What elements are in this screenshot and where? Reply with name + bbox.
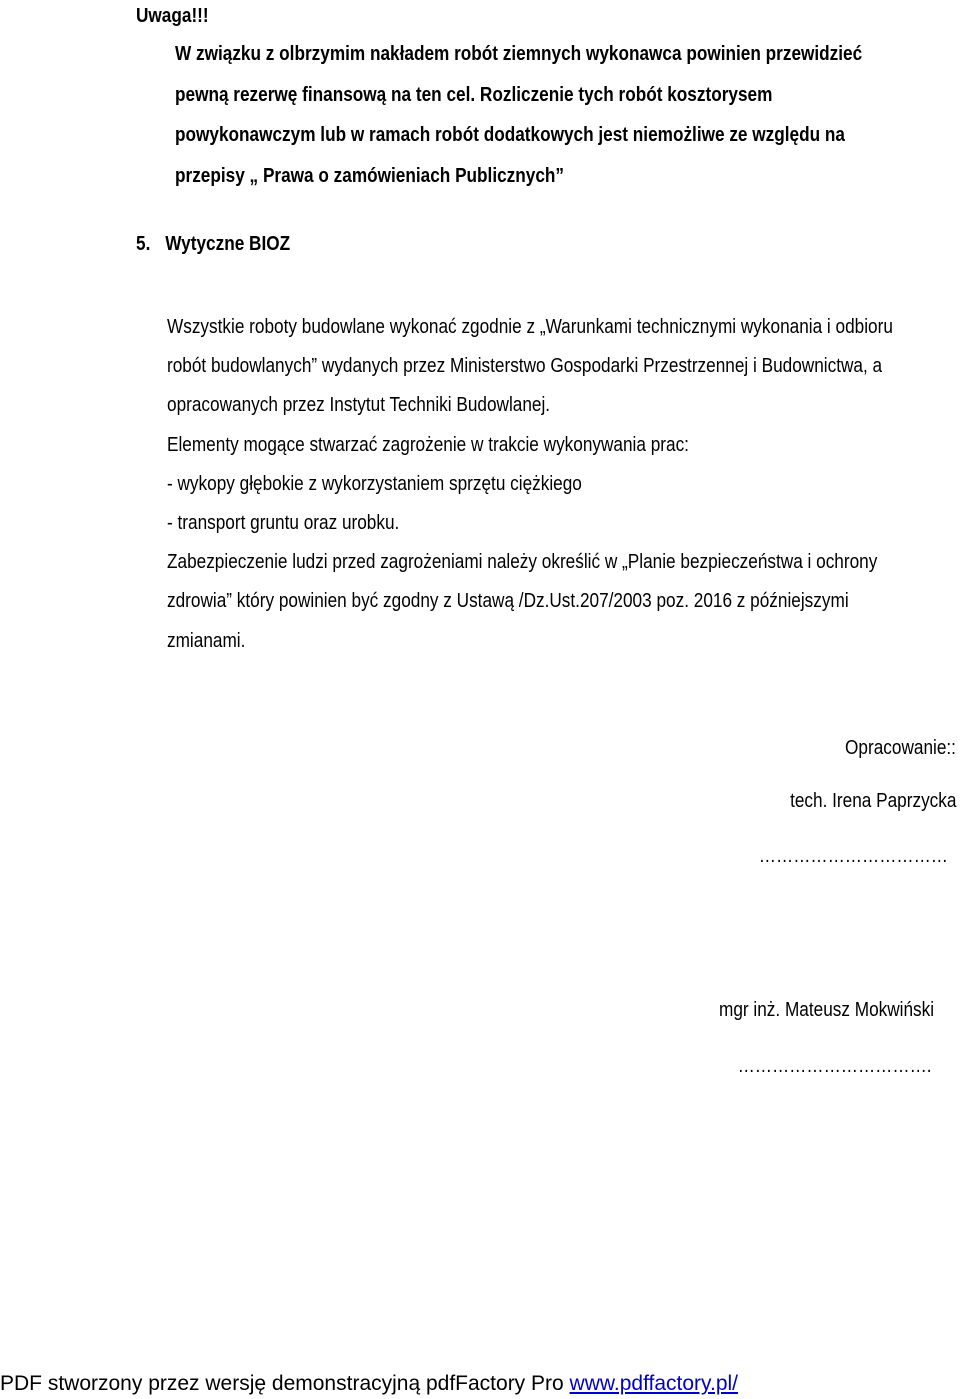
body-line: opracowanych przez Instytut Techniki Budowlanej. [167, 394, 551, 417]
body-line: zdrowia” który powinien być zgodny z Ustawą /Dz.Ust.207/2003 poz. 2016 z późniejszymi [167, 590, 849, 613]
body-line: - transport gruntu oraz urobku. [167, 512, 400, 535]
signature-line-1: …………………………… [758, 845, 948, 867]
section-number: 5. [136, 233, 151, 255]
signature-line-2: ……………………………. [738, 1055, 932, 1077]
section-heading [136, 233, 290, 256]
body-line: robót budowlanych” wydanych przez Ministerstwo Gospodarki Przestrzennej i Budownictwa, a [167, 355, 883, 378]
footer-text: PDF stworzony przez wersję demonstracyjną pdfFactory Pro [0, 1372, 570, 1395]
warning-title: Uwaga!!! [136, 5, 209, 27]
body-line: zmianami. [167, 629, 246, 652]
signer-name-1: tech. Irena Paprzycka [789, 790, 956, 812]
body-line: Wszystkie roboty budowlane wykonać zgodnie z „Warunkami technicznymi wykonania i odbioru [167, 316, 893, 338]
section-title: Wytyczne BIOZ [165, 233, 291, 255]
warning-line: powykonawczym lub w ramach robót dodatkowych jest niemożliwe ze względu na [175, 124, 845, 146]
body-line: Elementy mogące stwarzać zagrożenie w trakcie wykonywania prac: [167, 433, 689, 456]
warning-line: przepisy „ Prawa o zamówieniach Publicznych” [175, 164, 565, 187]
body-line: Zabezpieczenie ludzi przed zagrożeniami należy określić w „Planie bezpieczeństwa i ochrony [167, 551, 878, 574]
body-paragraph [167, 308, 893, 661]
footer-link[interactable]: www.pdffactory.pl/ [569, 1372, 739, 1395]
warning-paragraph [175, 34, 862, 196]
body-line: - wykopy głębokie z wykorzystaniem sprzętu ciężkiego [167, 472, 582, 495]
signer-name-2: mgr inż. Mateusz Mokwiński [718, 999, 934, 1021]
pdf-footer [0, 1372, 738, 1396]
prepared-by-label: Opracowanie:: [845, 737, 956, 759]
warning-line: W związku z olbrzymim nakładem robót ziemnych wykonawca powinien przewidzieć [175, 43, 863, 65]
warning-line: pewną rezerwę finansową na ten cel. Rozliczenie tych robót kosztorysem [175, 83, 773, 106]
